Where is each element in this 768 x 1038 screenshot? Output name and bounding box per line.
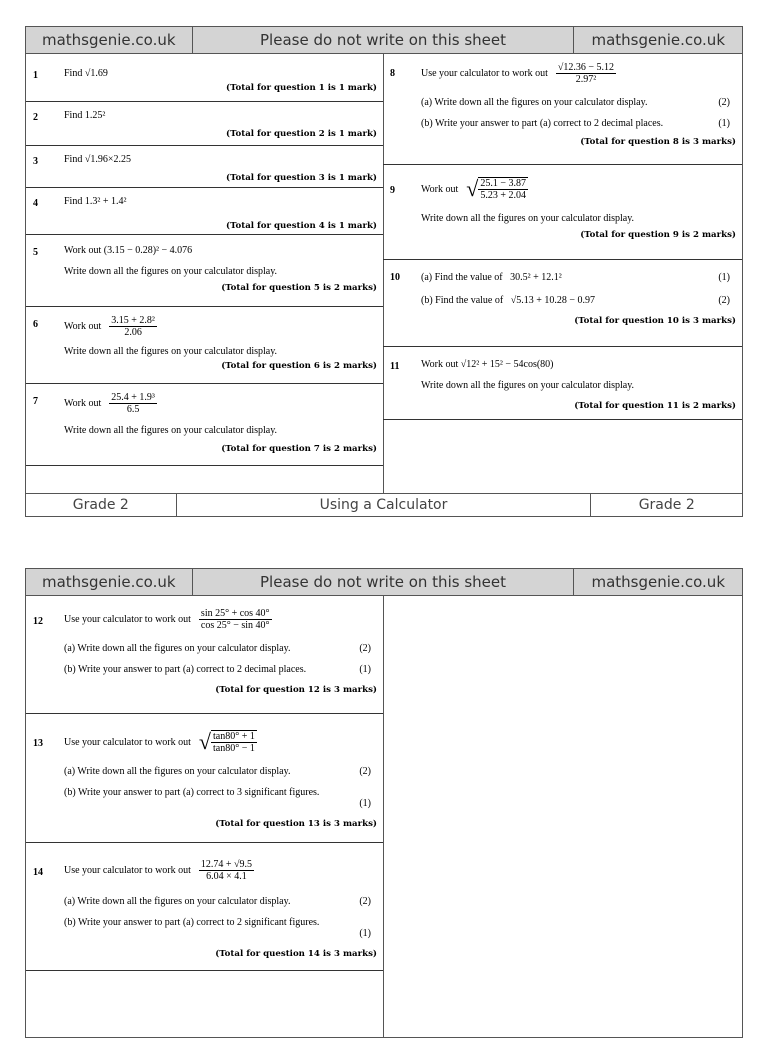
worksheet-page-2 (25, 568, 743, 1038)
question-part-a (34, 882, 377, 907)
question-total: (Total for question 5 is 2 marks) (221, 283, 377, 293)
part-text: (b) Find the value of √5.13 + 10.28 − 0.97 (421, 295, 595, 306)
question-total: (Total for question 6 is 2 marks) (221, 361, 377, 371)
question-part-b (34, 654, 377, 675)
question-part-b: (b) Write your answer to part (a) correct to 3 significant figures. (64, 787, 320, 798)
question-text: Find √1.69 (64, 68, 108, 79)
question-1 (26, 54, 383, 102)
question-6 (26, 307, 383, 384)
part-marks: (1) (359, 798, 371, 809)
sheet-header (26, 27, 742, 54)
question-part-a (391, 260, 736, 283)
fraction-numerator: √12.36 − 5.12 (557, 62, 615, 73)
part-marks: (2) (718, 295, 730, 306)
question-8 (383, 54, 742, 165)
question-number: 10 (390, 272, 400, 283)
part-text: (b) Write your answer to part (a) correct to 2 decimal places. (421, 118, 664, 129)
question-text: Use your calculator to work out (64, 736, 191, 748)
question-part-b (391, 108, 736, 129)
part-marks: (2) (359, 766, 371, 777)
question-number: 12 (33, 616, 43, 627)
header-site-left: mathsgenie.co.uk (26, 27, 193, 53)
header-site-right: mathsgenie.co.uk (591, 573, 726, 591)
question-total: (Total for question 9 is 2 marks) (580, 230, 736, 240)
part-text: (a) Write down all the figures on your calculator display. (64, 896, 291, 907)
header-site-left: mathsgenie.co.uk (26, 569, 193, 595)
header-notice: Please do not write on this sheet (193, 569, 575, 595)
part-text: (a) Write down all the figures on your calculator display. (64, 766, 291, 777)
part-marks: (1) (359, 928, 371, 939)
part-marks: (1) (718, 272, 730, 283)
question-text: Work out (64, 398, 102, 409)
fraction-numerator: tan80° + 1 (213, 731, 255, 742)
square-root-expression (466, 177, 528, 201)
fraction-denominator: 6.04 × 4.1 (206, 871, 247, 882)
part-marks: (2) (359, 643, 371, 654)
header-notice: Please do not write on this sheet (193, 27, 575, 53)
question-text: Find 1.3² + 1.4² (64, 196, 127, 207)
question-number: 13 (33, 738, 43, 749)
question-total: (Total for question 8 is 3 marks) (580, 137, 736, 147)
question-text: Work out √12² + 15² − 54cos(80) (421, 359, 554, 370)
part-expression: 30.5² + 12.1² (510, 272, 562, 283)
question-11 (383, 347, 742, 420)
left-column (26, 54, 384, 493)
question-3 (26, 146, 383, 188)
question-text: Find √1.96×2.25 (64, 154, 131, 165)
question-total: (Total for question 14 is 3 marks) (215, 949, 377, 959)
question-instruction: Write down all the figures on your calculator display. (421, 213, 635, 224)
question-total: (Total for question 2 is 1 mark) (226, 129, 377, 139)
left-column (26, 596, 384, 1037)
question-number: 6 (33, 319, 38, 330)
question-total: (Total for question 13 is 3 marks) (215, 819, 377, 829)
question-row (391, 165, 736, 201)
question-number: 7 (33, 396, 38, 407)
question-part-a (34, 631, 377, 654)
root-sign-icon: √ (198, 729, 211, 754)
question-text: Use your calculator to work out (64, 865, 191, 876)
right-column (383, 54, 742, 493)
question-number: 2 (33, 112, 38, 123)
question-4 (26, 188, 383, 235)
question-text: Work out (3.15 − 0.28)² − 4.076 (64, 245, 193, 256)
question-9 (383, 165, 742, 260)
expression-fraction (199, 608, 272, 631)
question-text: Use your calculator to work out (421, 68, 548, 79)
question-14 (26, 843, 383, 971)
question-row (391, 54, 736, 85)
question-total: (Total for question 10 is 3 marks) (574, 316, 736, 326)
fraction-denominator: 2.06 (124, 327, 142, 338)
question-total: (Total for question 3 is 1 mark) (226, 173, 377, 183)
question-number: 8 (390, 68, 395, 79)
part-text: (a) Find the value of 30.5² + 12.1² (421, 272, 562, 283)
question-5 (26, 235, 383, 307)
part-marks: (2) (718, 97, 730, 108)
fraction-denominator: 2.97² (575, 74, 597, 85)
fraction-denominator: tan80° − 1 (213, 743, 255, 754)
question-total: (Total for question 12 is 3 marks) (215, 685, 377, 695)
footer-grade-right: Grade 2 (638, 497, 695, 513)
question-text: Find 1.25² (64, 110, 106, 121)
question-total: (Total for question 11 is 2 marks) (574, 401, 736, 411)
fraction-numerator: 3.15 + 2.8² (111, 315, 155, 326)
sheet-footer (26, 493, 742, 516)
question-number: 4 (33, 198, 38, 209)
part-marks: (1) (718, 118, 730, 129)
question-instruction: Write down all the figures on your calculator display. (421, 380, 635, 391)
expression-fraction (556, 62, 616, 85)
question-part-b: (b) Write your answer to part (a) correct to 2 significant figures. (64, 917, 320, 928)
question-row (34, 843, 377, 882)
header-site-right: mathsgenie.co.uk (591, 31, 726, 49)
question-number: 11 (390, 361, 400, 372)
question-text: Work out (64, 321, 102, 332)
square-root-expression (199, 730, 257, 754)
question-2 (26, 102, 383, 146)
question-12 (26, 596, 383, 714)
question-row (34, 596, 377, 631)
question-part-a (34, 754, 377, 777)
question-part-a (391, 85, 736, 108)
question-row (34, 307, 377, 338)
question-instruction: Write down all the figures on your calculator display. (64, 425, 278, 436)
expression-fraction (109, 392, 157, 415)
part-text: (a) Write down all the figures on your calculator display. (64, 643, 291, 654)
fraction-numerator: sin 25° + cos 40° (200, 608, 270, 619)
question-number: 1 (33, 70, 38, 81)
fraction-denominator: 6.5 (126, 404, 140, 415)
fraction-numerator: 12.74 + √9.5 (200, 859, 253, 870)
question-number: 9 (390, 185, 395, 196)
question-13 (26, 714, 383, 843)
question-7 (26, 384, 383, 466)
question-row (34, 384, 377, 415)
part-expression: √5.13 + 10.28 − 0.97 (510, 295, 595, 306)
expression-fraction (211, 730, 257, 754)
question-instruction: Write down all the figures on your calculator display. (64, 346, 278, 357)
fraction-numerator: 25.1 − 3.87 (480, 178, 526, 189)
footer-topic: Using a Calculator (177, 494, 592, 516)
question-total: (Total for question 7 is 2 marks) (221, 444, 377, 454)
sheet-header (26, 569, 742, 596)
question-total: (Total for question 4 is 1 mark) (226, 221, 377, 231)
question-number: 5 (33, 247, 38, 258)
expression-fraction (478, 177, 528, 201)
question-part-b (391, 283, 736, 306)
question-row (34, 714, 377, 754)
question-number: 3 (33, 156, 38, 167)
question-instruction: Write down all the figures on your calculator display. (64, 266, 278, 277)
expression-fraction (109, 315, 157, 338)
part-text: (b) Write your answer to part (a) correct to 2 decimal places. (64, 664, 307, 675)
question-number: 14 (33, 867, 43, 878)
part-marks: (1) (359, 664, 371, 675)
fraction-numerator: 25.4 + 1.9³ (111, 392, 155, 403)
root-sign-icon: √ (466, 176, 479, 201)
footer-grade-left: Grade 2 (26, 494, 177, 516)
worksheet-page-1 (25, 26, 743, 517)
part-marks: (2) (359, 896, 371, 907)
expression-fraction (199, 859, 254, 882)
question-total: (Total for question 1 is 1 mark) (226, 83, 377, 93)
part-text: (a) Write down all the figures on your calculator display. (421, 97, 648, 108)
fraction-denominator: cos 25° − sin 40° (200, 620, 270, 631)
question-10 (383, 260, 742, 347)
question-text: Work out (421, 183, 459, 195)
question-text: Use your calculator to work out (64, 614, 191, 625)
fraction-denominator: 5.23 + 2.04 (480, 190, 526, 201)
